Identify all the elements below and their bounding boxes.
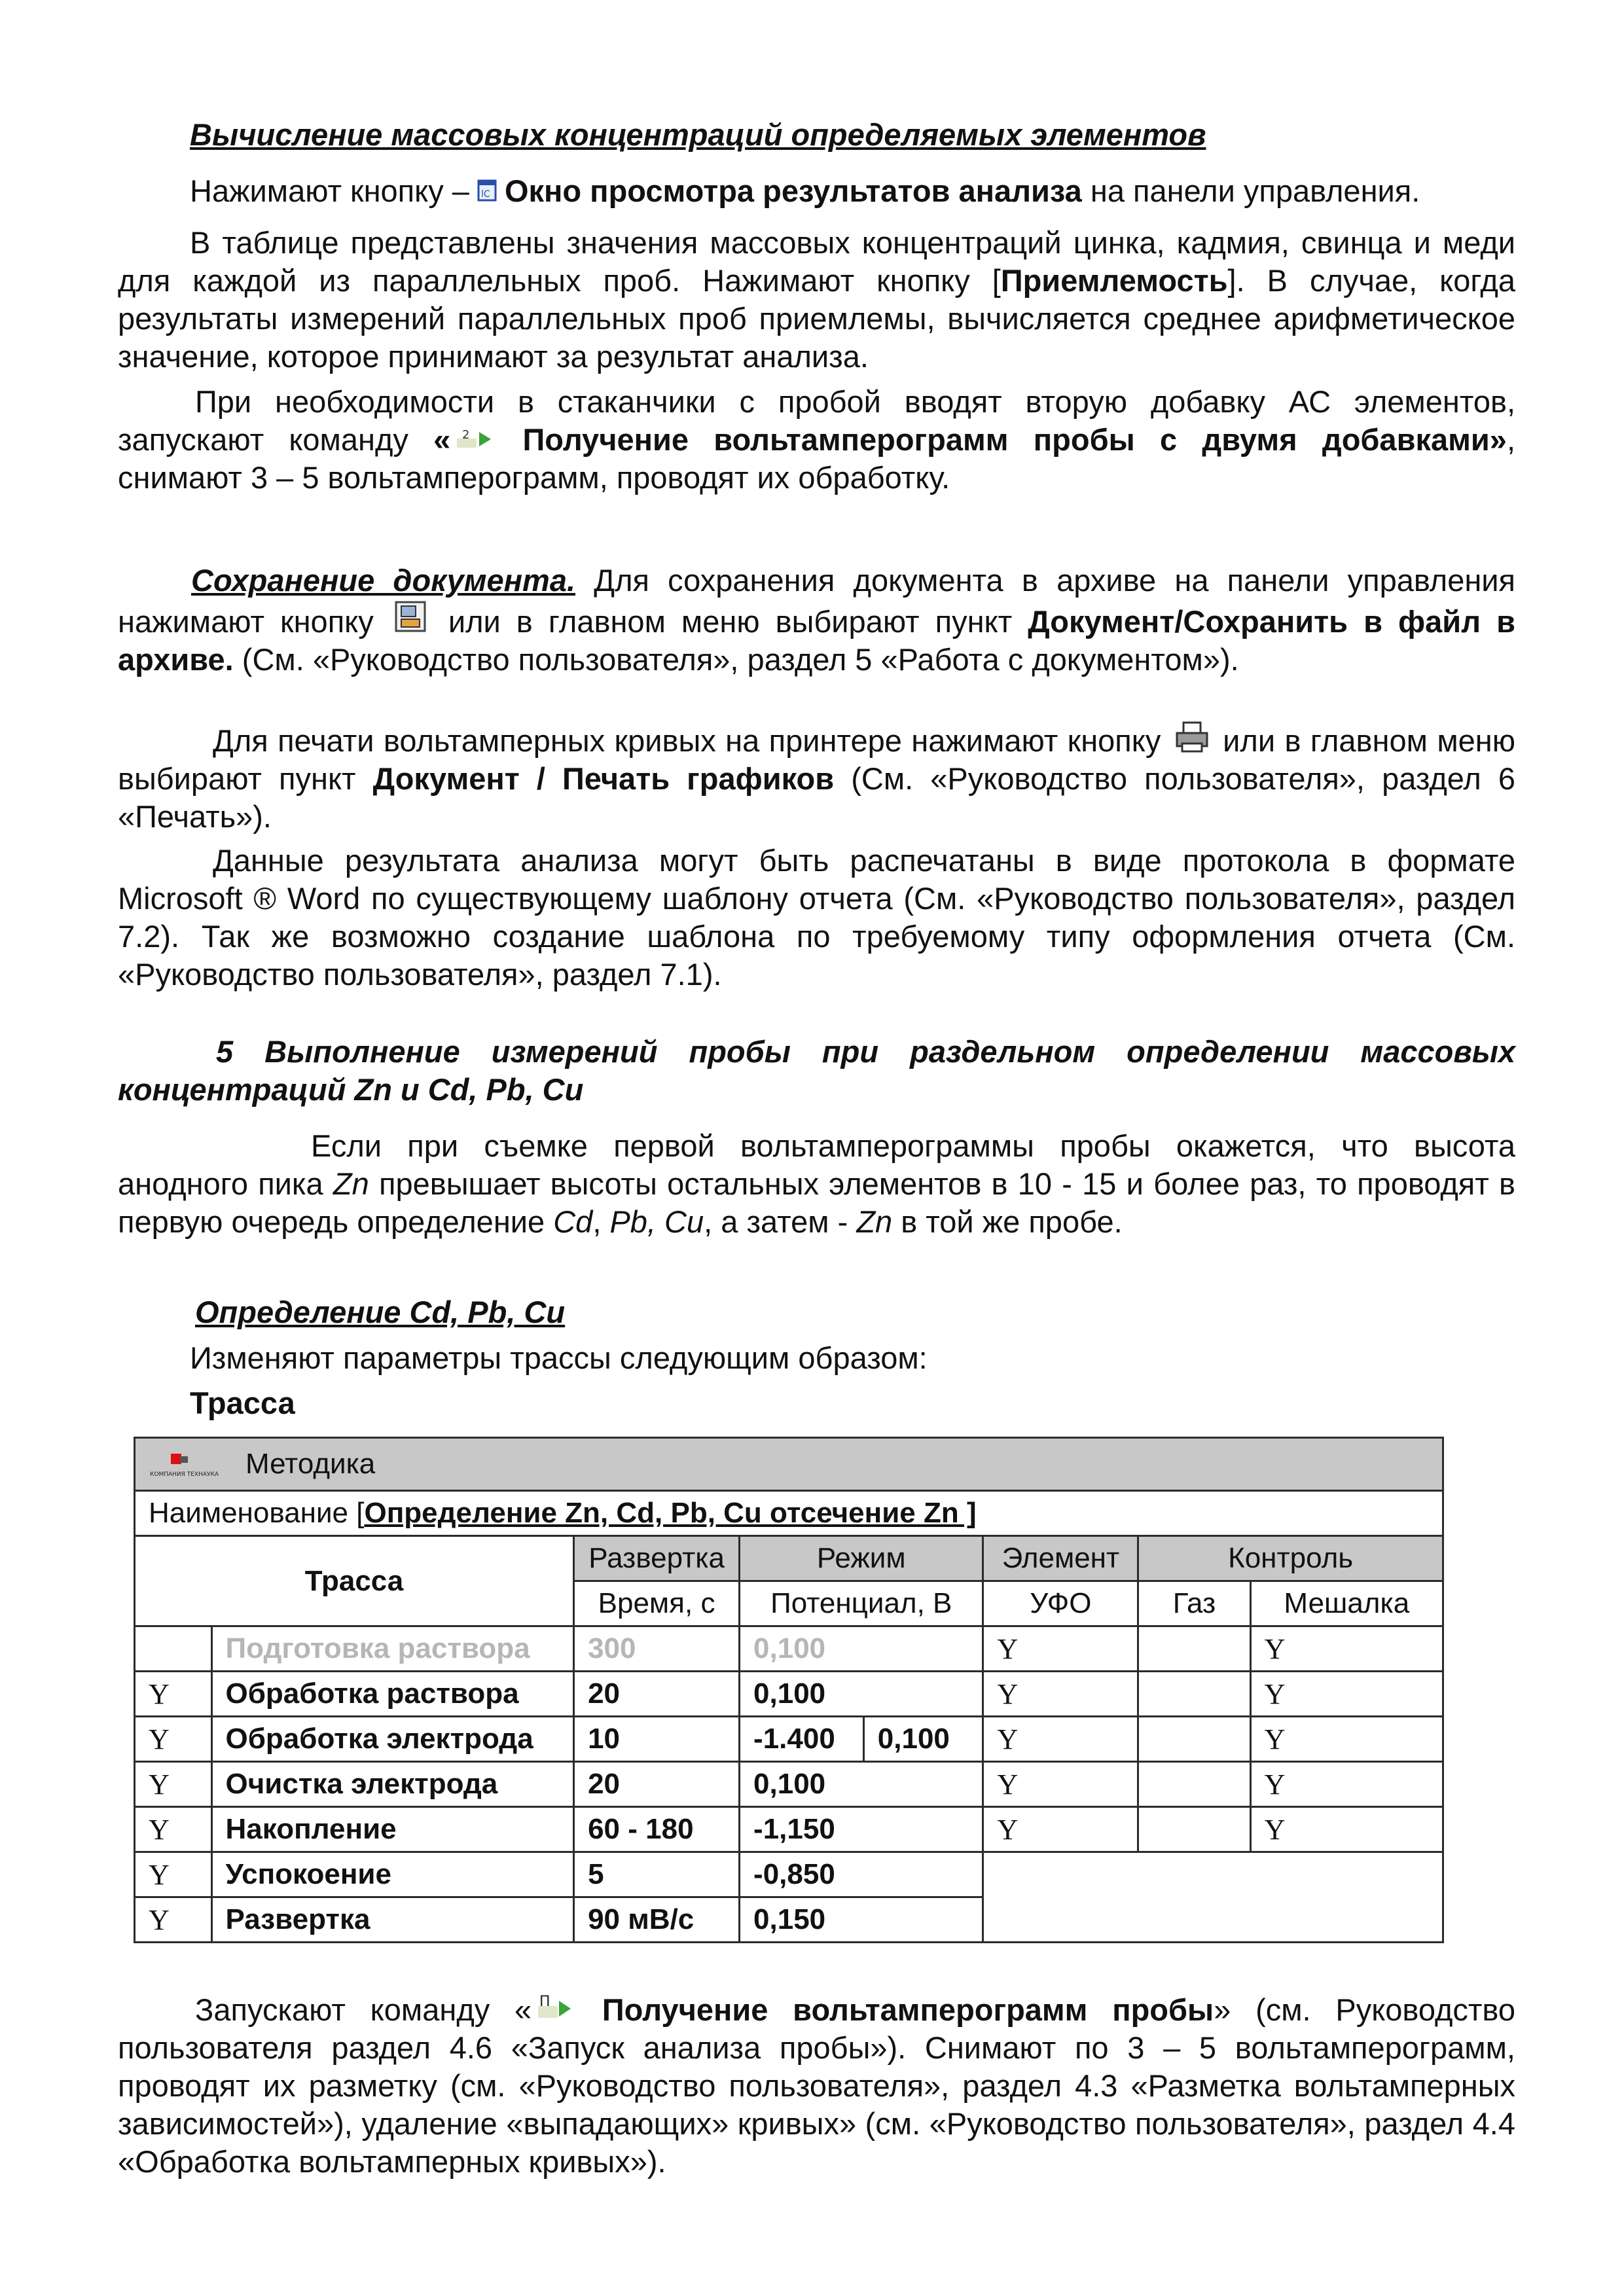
paragraph-print-graphs: Для печати вольтамперных кривых на принтере нажимают кнопку или в главном меню выбирают пункт Документ / Печать графиков (См. «Руководство пользователя», раздел 6 «Печать»). [118, 721, 1515, 836]
row-ufo[interactable]: Y [983, 1807, 1138, 1852]
col-gas: Газ [1138, 1581, 1250, 1626]
row-mixer[interactable]: Y [1250, 1762, 1443, 1807]
row-ufo[interactable]: Y [983, 1717, 1138, 1762]
col-time: Время, с [574, 1581, 740, 1626]
row-step-name: Подготовка раствора [211, 1626, 574, 1672]
logo-text: КОМПАНИЯ ТЕХНАУКА [150, 1471, 219, 1479]
row-time[interactable]: 20 [574, 1672, 740, 1717]
row-checkbox[interactable] [135, 1626, 212, 1672]
row-mixer[interactable]: Y [1250, 1626, 1443, 1672]
row-potential[interactable]: 0,100 [740, 1626, 983, 1672]
col-ufo: УФО [983, 1581, 1138, 1626]
col-mixer: Мешалка [1250, 1581, 1443, 1626]
row-time[interactable]: 60 - 180 [574, 1807, 740, 1852]
probe-run-icon[interactable] [535, 1992, 573, 2023]
paragraph-report-protocol: Данные результата анализа могут быть распечатаны в виде протокола в формате Microsoft ® Word по существующему шаблону отчета (См. «Руководство пользователя», раздел 7.2). Так же возможно создание шаблона по требуемому типу оформления отчета (См. «Руководство пользователя», раздел 7.1). [118, 843, 1515, 992]
paragraph-zn-peak: Если при съемке первой вольтамперограммы пробы окажется, что высота анодного пика Zn превышает высоты остальных элементов в 10 - 15 и более раз, то проводят в первую очередь определение Cd, Pb, Cu, а затем - Zn в той же пробе. [118, 1128, 1515, 1239]
col-trace: Трасса [135, 1536, 574, 1626]
row-time[interactable]: 90 мВ/с [574, 1897, 740, 1943]
row-step-name: Накопление [211, 1807, 574, 1852]
section-heading-cd-pb-cu: Определение Cd, Pb, Cu [195, 1295, 566, 1329]
row-checkbox[interactable]: Y [135, 1762, 212, 1807]
svg-text:2: 2 [462, 428, 470, 442]
row-checkbox[interactable]: Y [135, 1717, 212, 1762]
col-element: Элемент [983, 1536, 1138, 1581]
row-gas[interactable] [1138, 1762, 1250, 1807]
row-step-name: Обработка раствора [211, 1672, 574, 1717]
printer-icon[interactable] [1174, 721, 1210, 754]
table-row [135, 1807, 1443, 1852]
results-window-icon[interactable] [473, 177, 501, 204]
row-mixer[interactable]: Y [1250, 1717, 1443, 1762]
row-checkbox[interactable]: Y [135, 1807, 212, 1852]
row-time[interactable]: 300 [574, 1626, 740, 1672]
method-header-bar [135, 1438, 1443, 1491]
empty-control-block [983, 1852, 1443, 1943]
paragraph-run-probe: Запускают команду « П Получение вольтамперограмм пробы» (см. Руководство пользователя раздел 4.6 «Запуск анализа пробы»). Снимают по 3 – 5 вольтамперограмм, проводят их разметку (см. «Руководство пользователя», раздел 4.3 «Разметка вольтамперных зависимостей»), удаление «выпадающих» кривых» (см. «Руководство пользователя», раздел 4.4 «Обработка вольтамперных кривых»). [118, 1992, 1516, 2179]
row-checkbox[interactable]: Y [135, 1672, 212, 1717]
paragraph-second-addition: При необходимости в стаканчики с пробой вводят вторую добавку АС элементов, запускают команду « 2 Получение вольтамперограмм пробы с двумя добавками», снимают 3 – 5 вольтамперограмм, проводят их обработку. [118, 384, 1515, 495]
table-row [135, 1626, 1443, 1672]
row-checkbox[interactable]: Y [135, 1852, 212, 1897]
row-potential[interactable]: -0,850 [740, 1852, 983, 1897]
row-time[interactable]: 10 [574, 1717, 740, 1762]
save-archive-icon[interactable] [393, 600, 429, 635]
trace-label: Трасса [190, 1386, 295, 1420]
row-potential[interactable]: 0,100 [740, 1762, 983, 1807]
row-gas[interactable] [1138, 1807, 1250, 1852]
paragraph-acceptability: В таблице представлены значения массовых концентраций цинка, кадмия, свинца и меди для каждой из параллельных проб. Нажимают кнопку [Приемлемость]. В случае, когда результаты измерений параллельных проб приемлемы, вычисляется среднее арифметическое значение, которое принимают за результат анализа. [118, 225, 1515, 374]
row-gas[interactable] [1138, 1717, 1250, 1762]
row-step-name: Очистка электрода [211, 1762, 574, 1807]
col-mode: Режим [740, 1536, 983, 1581]
paragraph-change-trace: Изменяют параметры трассы следующим образом: [190, 1340, 928, 1375]
table-row [135, 1852, 1443, 1897]
row-checkbox[interactable]: Y [135, 1897, 212, 1943]
section-heading-mass-concentrations: Вычисление массовых концентраций определяемых элементов [190, 117, 1206, 152]
paragraph-save-document: Сохранение документа. Для сохранения документа в архиве на панели управления нажимают кнопку или в главном меню выбирают пункт Документ/Сохранить в файл в архиве. (См. «Руководство пользователя», раздел 5 «Работа с документом»). [118, 563, 1516, 677]
col-potential: Потенциал, В [740, 1581, 983, 1626]
method-title: Методика [245, 1448, 376, 1480]
row-mixer[interactable]: Y [1250, 1672, 1443, 1717]
table-header-row-1 [135, 1536, 1443, 1581]
paragraph-results-button: Нажимают кнопку – lC Окно просмотра результатов анализа на панели управления. [190, 173, 1420, 208]
method-trace-table [134, 1437, 1444, 1943]
table-row [135, 1672, 1443, 1717]
row-potential[interactable]: -1.400 [740, 1717, 864, 1762]
row-step-name: Развертка [211, 1897, 574, 1943]
section-heading-separate-measurement: 5 Выполнение измерений пробы при раздельном определении массовых концентраций Zn и Cd, Pb, Cu [118, 1034, 1515, 1107]
svg-text:П: П [539, 1994, 550, 2010]
row-mixer[interactable]: Y [1250, 1807, 1443, 1852]
row-time[interactable]: 5 [574, 1852, 740, 1897]
row-ufo[interactable]: Y [983, 1672, 1138, 1717]
company-logo [149, 1452, 221, 1479]
row-gas[interactable] [1138, 1672, 1250, 1717]
row-potential[interactable]: 0,150 [740, 1897, 983, 1943]
row-step-name: Успокоение [211, 1852, 574, 1897]
method-name-row: Наименование [Определение Zn, Cd, Pb, Cu отсечение Zn ] [135, 1491, 1443, 1536]
row-potential-2[interactable]: 0,100 [863, 1717, 983, 1762]
row-potential[interactable]: 0,100 [740, 1672, 983, 1717]
row-step-name: Обработка электрода [211, 1717, 574, 1762]
col-control: Контроль [1138, 1536, 1443, 1581]
col-sweep: Развертка [574, 1536, 740, 1581]
table-row [135, 1717, 1443, 1762]
row-ufo[interactable]: Y [983, 1626, 1138, 1672]
row-gas[interactable] [1138, 1626, 1250, 1672]
row-ufo[interactable]: Y [983, 1762, 1138, 1807]
table-row [135, 1762, 1443, 1807]
row-potential[interactable]: -1,150 [740, 1807, 983, 1852]
two-additions-run-icon[interactable] [454, 425, 494, 453]
method-name-value[interactable]: Определение Zn, Cd, Pb, Cu отсечение Zn ] [364, 1497, 977, 1529]
row-time[interactable]: 20 [574, 1762, 740, 1807]
svg-text:lC: lC [480, 189, 490, 200]
